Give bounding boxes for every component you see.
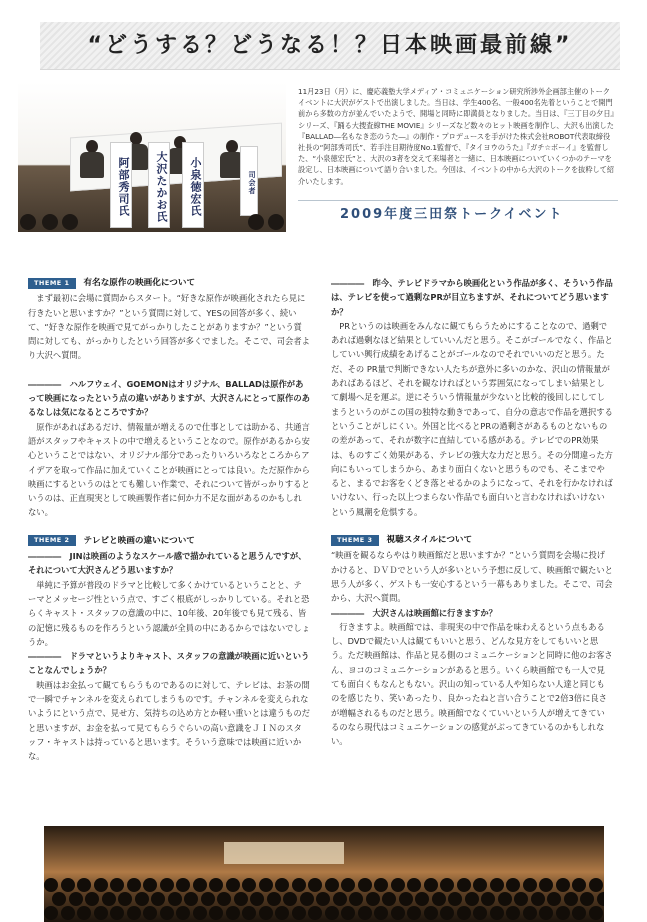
crowd-head — [358, 878, 372, 892]
crowd-head — [391, 878, 405, 892]
crowd-head — [432, 892, 446, 906]
theme-1-header — [28, 276, 310, 290]
name-banner: 大沢たかお氏 — [148, 142, 170, 228]
theme-badge: THEME 3 — [331, 535, 379, 546]
theme-title: 視聴スタイルについて — [386, 535, 473, 546]
speaker-figure — [78, 140, 106, 180]
crowd-head — [382, 892, 396, 906]
crowd-head — [300, 892, 314, 906]
crowd-head — [110, 906, 124, 920]
audience-head — [42, 214, 58, 230]
crowd-head — [275, 878, 289, 892]
crowd-head — [366, 892, 380, 906]
crowd-head — [69, 892, 83, 906]
crowd-head — [523, 878, 537, 892]
crowd-head — [448, 892, 462, 906]
crowd-head — [217, 892, 231, 906]
crowd-head — [77, 878, 91, 892]
theme-title: 有名な原作の映画化について — [83, 278, 196, 288]
crowd-head — [490, 906, 504, 920]
crowd-head — [374, 906, 388, 920]
crowd-head — [292, 906, 306, 920]
crowd-head — [349, 892, 363, 906]
answer: 映画はお金払って観てもらうものであるのに対して、テレビは、お茶の間で一瞬でチャンネルを変えられてしまうものです。チャンネルを変えられないようにという点で、見せ方、気持ちの込め方とか軽い重いとは違うものだと思いますが、お金を払って見てもらうぐらいの高い意識をＪＩＮのスタッフ・キャストは持っていると思います。そういう意味では映画に近いかな。 — [28, 679, 310, 762]
crowd-head — [424, 878, 438, 892]
stage-screen — [224, 842, 344, 864]
crowd-head — [498, 892, 512, 906]
answer: 単純に予算が普段のドラマと比較して多くかけているということと、テーマとメッセージ性という点で、すごく根底がしっかりしている。それと恐らくキャスト・スタッフの意識の中に、10年後、20年後でも見て残る、皆の記憶に残るものを作ろうという認識が全員の中にあるからではないでしょうか。 — [28, 579, 311, 647]
crowd-head — [440, 906, 454, 920]
paragraph: “映画を観るならやはり映画館だと思いますか？”という質問を会場に投げかけると、ＤＶＤでという人が多いという予想に反して、映画館で観たいと思う人が多く、ゲストも一安心するという一幕もありました。そこで、司会から、大沢へ質問。 — [331, 550, 613, 604]
crowd-head — [259, 878, 273, 892]
crowd-head — [333, 892, 347, 906]
crowd-head — [539, 906, 553, 920]
name-banner: 小泉徳宏氏 — [182, 142, 204, 228]
crowd-head — [259, 906, 273, 920]
audience-head — [20, 214, 36, 230]
event-title: 2009年度三田祭トークイベント — [340, 207, 564, 222]
crowd-head — [209, 878, 223, 892]
crowd-head — [44, 906, 58, 920]
crowd-head — [44, 878, 58, 892]
crowd-head — [209, 906, 223, 920]
crowd-head — [473, 906, 487, 920]
audience-photo — [44, 826, 604, 922]
crowd-head — [391, 906, 405, 920]
crowd-head — [399, 892, 413, 906]
crowd-head — [457, 878, 471, 892]
crowd-head — [127, 878, 141, 892]
crowd-head — [523, 906, 537, 920]
crowd-head — [127, 906, 141, 920]
crowd-head — [407, 906, 421, 920]
page-title: “どうする？どうなる！？日本映画最前線” — [87, 33, 573, 58]
crowd-head — [341, 878, 355, 892]
crowd-head — [52, 892, 66, 906]
crowd-head — [168, 892, 182, 906]
crowd-head — [308, 878, 322, 892]
crowd-head — [242, 878, 256, 892]
crowd-head — [440, 878, 454, 892]
audience-head — [248, 214, 264, 230]
right-column — [331, 276, 613, 749]
crowd-head — [118, 892, 132, 906]
question: ―――― ドラマというよりキャスト、スタッフの意識が映画に近いということなんでしょうか？ — [28, 651, 310, 676]
crowd-head — [234, 892, 248, 906]
crowd-head — [135, 892, 149, 906]
crowd-head — [564, 892, 578, 906]
theme-badge: THEME 2 — [28, 535, 76, 546]
name-banner: 司会者 — [240, 146, 258, 216]
crowd-head — [589, 906, 603, 920]
crowd-head — [473, 878, 487, 892]
crowd-head — [226, 878, 240, 892]
crowd-head — [506, 906, 520, 920]
crowd-head — [531, 892, 545, 906]
crowd-head — [151, 892, 165, 906]
crowd-head — [597, 892, 605, 906]
left-column — [28, 276, 310, 764]
crowd-head — [226, 906, 240, 920]
crowd-head — [250, 892, 264, 906]
divider — [298, 200, 618, 201]
crowd-head — [358, 906, 372, 920]
crowd-head — [267, 892, 281, 906]
name-banner: 阿部秀司氏 — [110, 142, 132, 228]
crowd-head — [160, 906, 174, 920]
crowd-head — [415, 892, 429, 906]
crowd-head — [341, 906, 355, 920]
theme-badge: THEME 1 — [28, 278, 76, 289]
crowd-head — [176, 878, 190, 892]
crowd-head — [283, 892, 297, 906]
crowd-head — [316, 892, 330, 906]
crowd-head — [94, 906, 108, 920]
answer: PRというのは映画をみんなに観てもらうためにすることなので、過剰であれば過剰なほど結果としていいんだと思う。そこがゴールでなく、作品としていい興行成績をあげることがゴールなのでそれでいいのだと思う。ただ、その PR量で判断できない人たちが意外に多いのかな、沢山の情報量があればあるほど、それを観なければという雰囲気になってしまい結果として劇場へ足を運ぶ。逆にそういう情報量が少ないと比較的後回しにしてしまうというのがこの国の独特な動きであって、自分の意志で作品を選択するということがしにくい。外国と比べるとPRの過剰さがあるものとないものの差があって、それが数字に直結している感がある。テレビでのPR効果は、ものすごく効果がある、テレビの強大な力だと思う。その分間違った方向にもいってしまうから、あまり面白くないと思うものでも、そこまでやると、まるでお客をくどき落とせるかのようになって、それを行かなければいけない、行った以上つまらない作品でも面白いと言わなければいけないという風潮を危惧する。 — [331, 320, 613, 517]
crowd-head — [481, 892, 495, 906]
crowd-head — [143, 906, 157, 920]
crowd-head — [77, 906, 91, 920]
crowd-head — [143, 878, 157, 892]
crowd-head — [465, 892, 479, 906]
crowd-head — [193, 906, 207, 920]
crowd-head — [292, 878, 306, 892]
crowd-head — [201, 892, 215, 906]
theme-title: テレビと映画の違いについて — [83, 535, 195, 546]
crowd-head — [325, 878, 339, 892]
theme-2-header — [28, 534, 310, 548]
crowd-head — [308, 906, 322, 920]
crowd-head — [589, 878, 603, 892]
crowd-head — [102, 892, 116, 906]
audience-head — [268, 214, 284, 230]
crowd-head — [176, 906, 190, 920]
answer: 原作があればあるだけ、情報量が増えるので仕事としては助かる、共通言語がスタッフやキャストの中で増えるということなので。原作があるから安心ということではない、オリジナル部分であったりいろいろなところからアイデアを取って作品に加えていくことが映画にとっては良い。ただ原作から映画にするというのはとても難しい作業で、それについて皆がっかりするというのは、正直現実として映画製作者に何か力不足な面があるのかもしれない。 — [28, 421, 310, 518]
crowd-head — [572, 906, 586, 920]
crowd-head — [556, 906, 570, 920]
crowd-head — [514, 892, 528, 906]
question: ―――― JINは映画のようなスケール感で描かれていると思うんですが、それについて大沢さんどう思いますか？ — [28, 551, 307, 576]
crowd-head — [110, 878, 124, 892]
crowd-head — [242, 906, 256, 920]
crowd-head — [490, 878, 504, 892]
paragraph: まず最初に会場に質問からスタート。“好きな原作が映画化されたら見に行きたいと思いますか？”という質問に対して、YESの回答が多く、続いて、“好きな原作を映画で見てがっかりしたことがありますか？”という質問に対しても、がっかりしたという回答が多くでました。そこで、司会者より大沢へ質問。 — [28, 293, 310, 361]
crowd-head — [424, 906, 438, 920]
crowd-head — [506, 878, 520, 892]
theme-3-header — [331, 533, 613, 547]
speakers-photo — [18, 82, 286, 232]
crowd-head — [580, 892, 594, 906]
crowd-head — [94, 878, 108, 892]
crowd-head — [61, 906, 75, 920]
crowd-head — [547, 892, 561, 906]
crowd-head — [374, 878, 388, 892]
crowd-head — [275, 906, 289, 920]
crowd-head — [407, 878, 421, 892]
crowd-head — [85, 892, 99, 906]
crowd-head — [325, 906, 339, 920]
crowd-head — [61, 878, 75, 892]
answer: 行きますよ。映画館では、非現実の中で作品を味わえるという点もあるし、DVDで観たい人は観てもいいと思う、どんな見方をしてもいいと思う。ただ映画館は、作品と見る側のコミュニケーションと同時に他のお客さん、ヨコのコミュニケーションがあると思う。いくら映画館でも一人で見ても面白くもなんともない。沢山の知っている人や知らない人達と同じものを感じたり、笑いあったり、良かったねと言い合うことで2倍3倍に良さが増幅されるものだと思う。映画館でなくていいという人が増えてきているのなら現代はコミュニケーションの感覚がぶってきているのかもしれない。 — [331, 621, 613, 747]
crowd-head — [184, 892, 198, 906]
crowd-head — [160, 878, 174, 892]
question: ―――― 昨今、テレビドラマから映画化という作品が多く、そういう作品は、テレビを使って過剰なPRが目立ちますが、それについてどう思いますか？ — [331, 278, 613, 317]
crowd-head — [539, 878, 553, 892]
question: ―――― ハルフウェイ、GOEMONはオリジナル、BALLADは原作があって映画になったという点の違いがありますが、大沢さんにとって原作のあるなしは気になるところですか？ — [28, 378, 310, 418]
intro-paragraph: 11月23日（月）に、慶応義塾大学メディア・コミュニケーション研究所渉外企画部主催のトークイベントに大沢がゲストで出演しました。当日は、学生400名、一般400名先着ということで開門前から多数の方が並んでいたようで、開場と同時に即満員となりました。当日は、『三丁目の夕日』シリーズ、『踊る大捜査線THE MOVIE』シリーズなど数々のヒット映画を制作し、大沢も出演した『BALLAD―名もなき恋のうた―』の制作・プロデュースを手がけた株式会社ROBOT代表取締役社長の“阿部秀司氏”、若手注目期待度No.1監督で、『タイヨウのうた』『ガチ☆ボーイ』を監督した、“小泉徳宏氏”と、大沢の3者を交えて来場者と一緒に、日本映画についていくつかのテーマを設定し、日本映画について語り合いました。今回は、イベントの中から大沢のトークを抜粋して紹介いたします。 — [298, 87, 615, 186]
crowd-head — [556, 878, 570, 892]
question: ―――― 大沢さんは映画館に行きますか？ — [331, 607, 497, 618]
crowd-head — [572, 878, 586, 892]
crowd-head — [457, 906, 471, 920]
audience-head — [62, 214, 78, 230]
crowd-head — [193, 878, 207, 892]
